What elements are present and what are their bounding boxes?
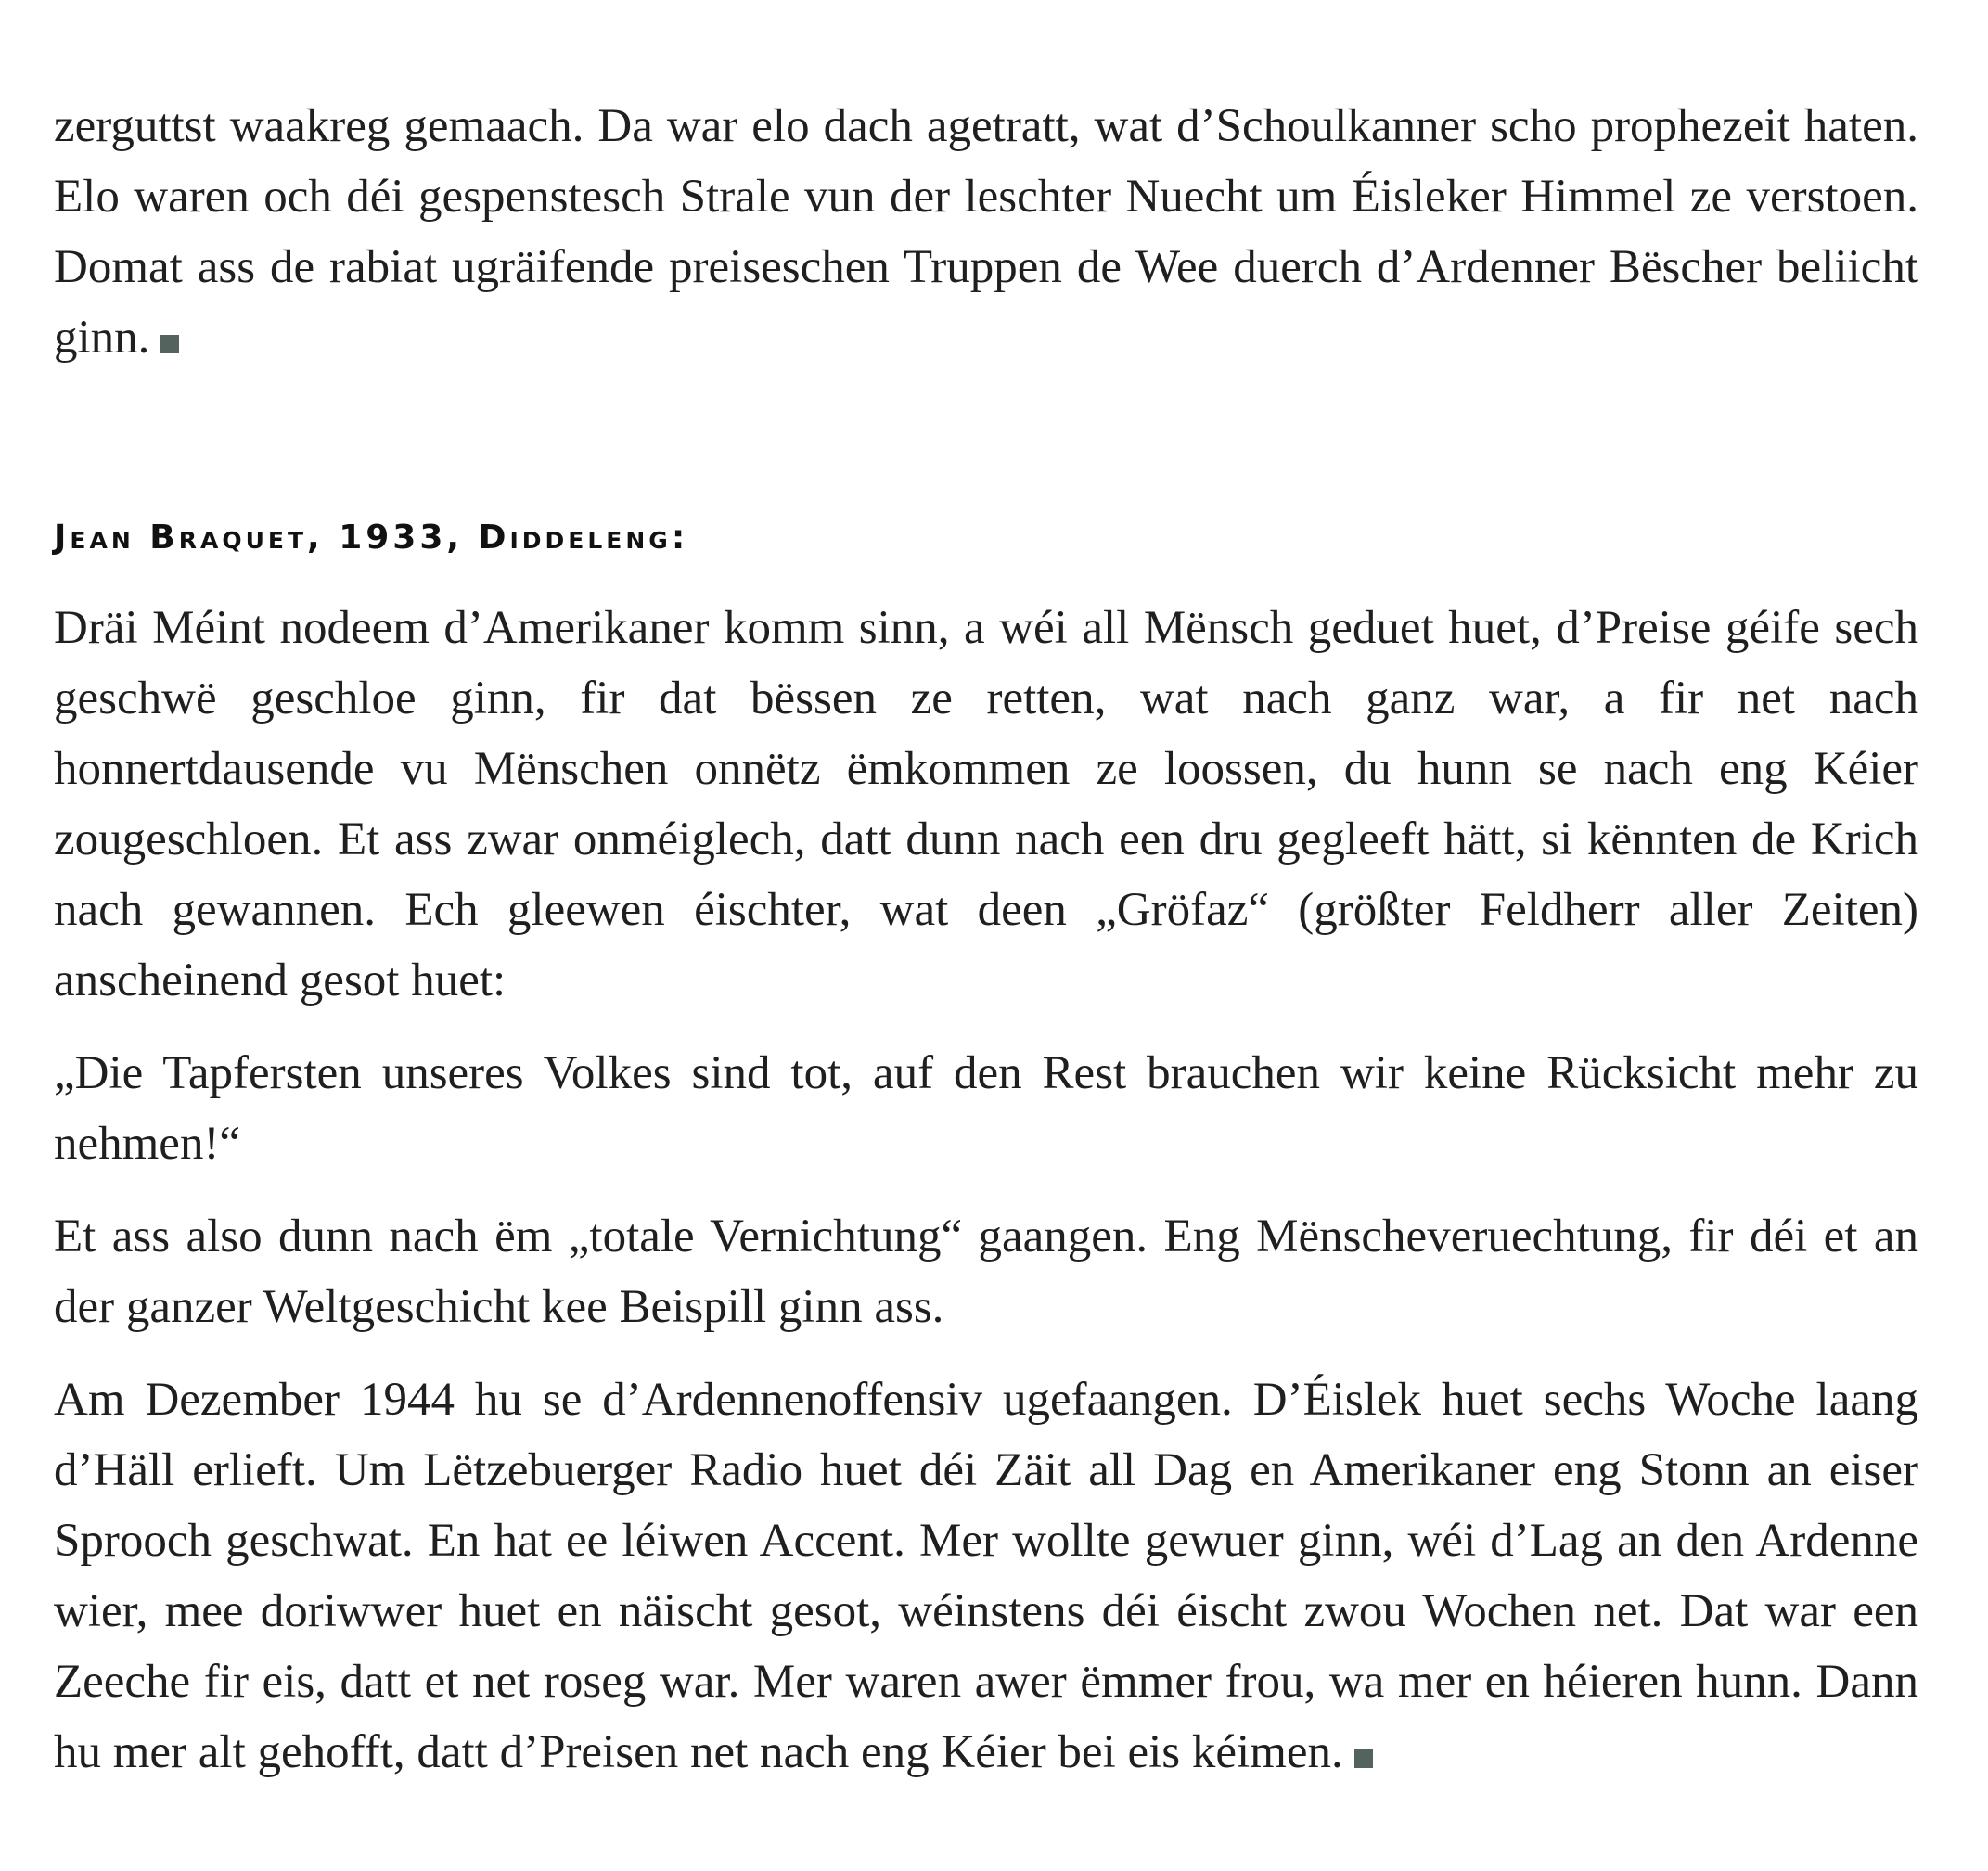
body-paragraph-3-text: Am Dezember 1944 hu se d’Ardennenoffensiv ugefaangen. D’Éislek huet sechs Woche laang d’Häll erlieft. Um Lëtzebuerger Radio huet déi Zäit all Dag en Amerikaner eng Stonn an eiser Sprooch geschwat. En hat ee léiwen Accent. Mer wollte gewuer ginn, wéi d’Lag an den Ardenne wier, mee doriwwer huet en näischt gesot, wéinstens déi éischt zwou Wochen net. Dat war een Zeeche fir eis, datt et net roseg war. Mer waren awer ëmmer frou, wa mer en héieren hunn. Dann hu mer alt gehofft, datt d’Preisen net nach eng Kéier bei eis kéimen.	[54, 1374, 1918, 1778]
end-of-section-icon	[160, 335, 179, 353]
section-heading: Jean Braquet, 1933, Diddeleng:	[54, 519, 689, 557]
quote-paragraph: „Die Tapfersten unseres Volkes sind tot, auf den Rest brauchen wir keine Rücksicht mehr zu nehmen!“	[54, 1047, 1918, 1170]
body-paragraph-1: Dräi Méint nodeem d’Amerikaner komm sinn, a wéi all Mënsch geduet huet, d’Preise géife sech geschwë geschloe ginn, fir dat bëssen ze retten, wat nach ganz war, a fir net nach honnertdausende vu Mënschen onnëtz ëmkommen ze loossen, du hunn se nach eng Kéier zougeschloen. Et ass zwar onméiglech, datt dunn nach een dru gegleeft hätt, si kënnten de Krich nach gewannen. Ech gleewen éischter, wat deen „Gröfaz“ (größter Feldherr aller Zeiten) anscheinend gesot huet:	[54, 602, 1918, 1006]
end-of-section-icon	[1354, 1749, 1373, 1768]
body-paragraph-2: Et ass also dunn nach ëm „totale Vernichtung“ gaangen. Eng Mënscheveruechtung, fir déi et an der ganzer Weltgeschicht kee Beispill ginn ass.	[54, 1211, 1918, 1333]
intro-paragraph	[54, 91, 1918, 373]
document-page	[54, 91, 1918, 1788]
body-paragraph-3	[54, 1365, 1918, 1788]
intro-paragraph-text: zerguttst waakreg gemaach. Da war elo dach agetratt, wat d’Schoulkanner scho prophezeit haten. Elo waren och déi gespenstesch Strale vun der leschter Nuecht um Éisleker Himmel ze verstoen. Domat ass de rabiat ugräifende preiseschen Truppen de Wee duerch d’Ardenner Bëscher beliicht ginn.	[54, 100, 1918, 364]
